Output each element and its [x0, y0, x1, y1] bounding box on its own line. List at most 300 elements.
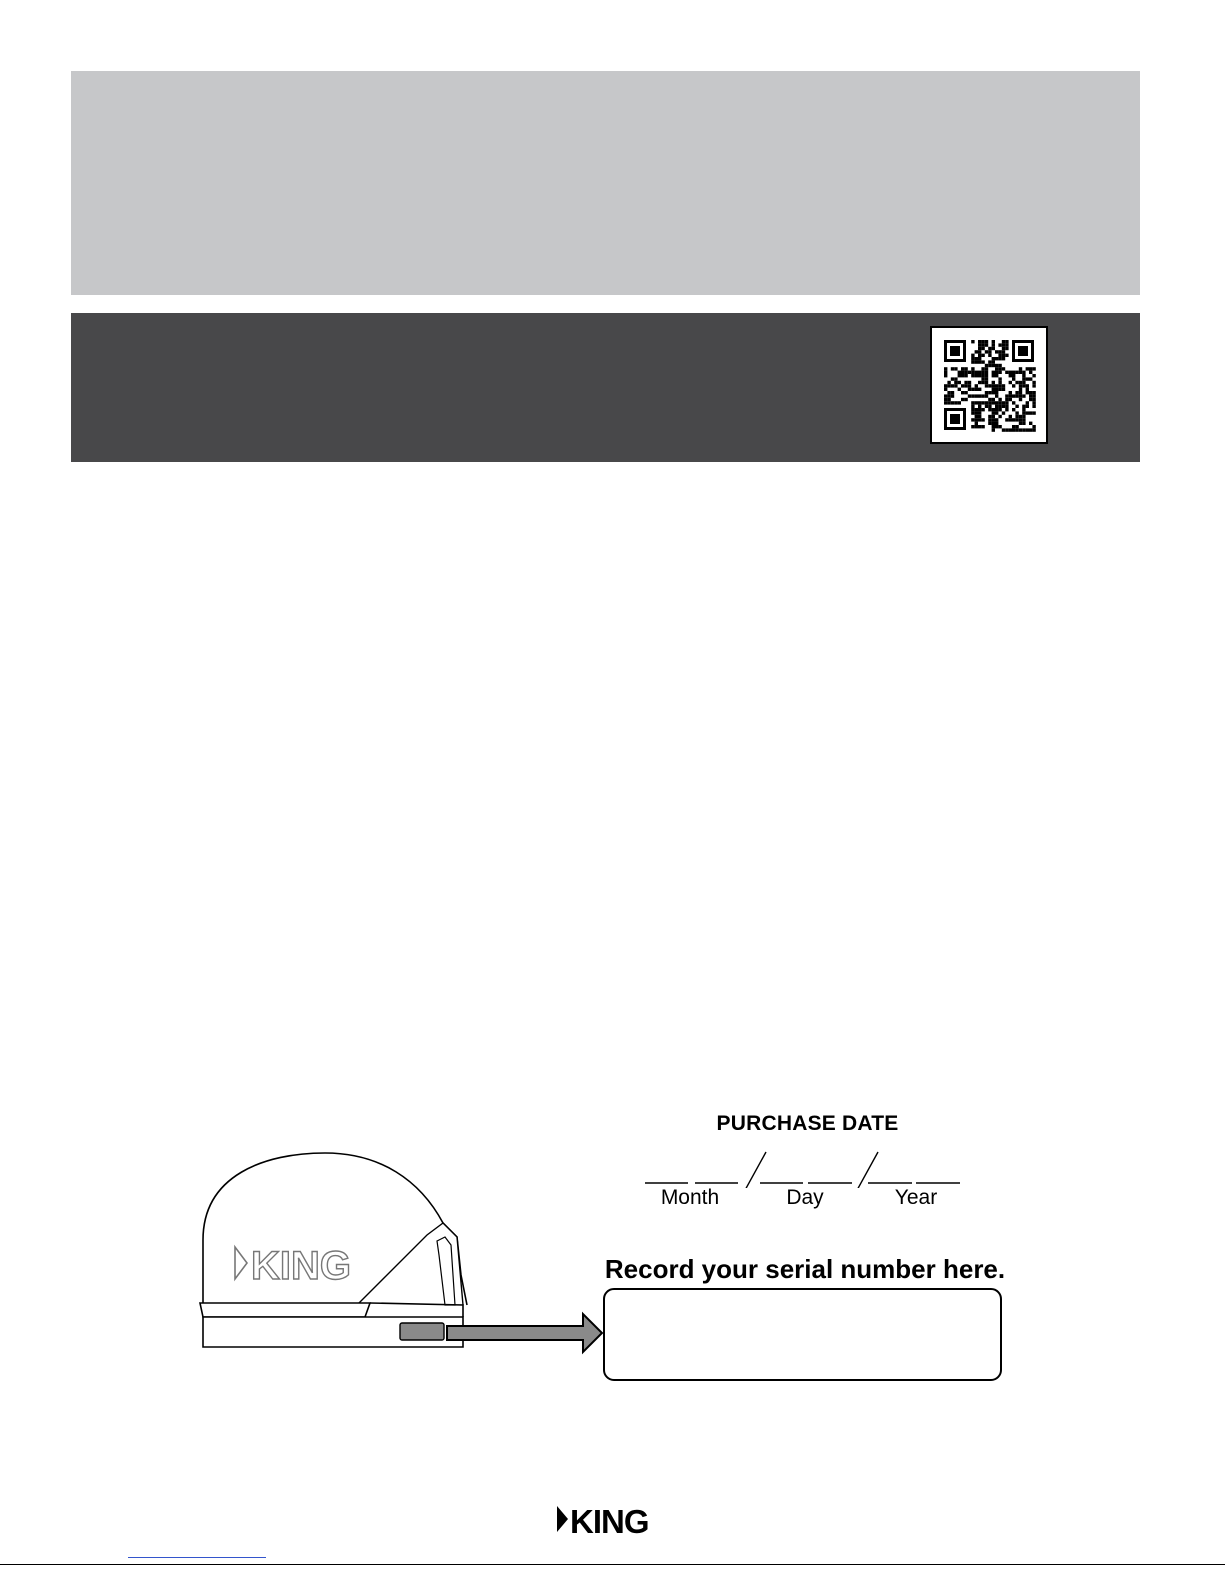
qr-module: [1019, 394, 1022, 397]
qr-module: [1032, 381, 1035, 384]
qr-module: [1029, 411, 1032, 414]
qr-module: [1026, 367, 1029, 370]
satellite-antenna-illustration: [195, 1145, 475, 1385]
qr-module: [998, 364, 1001, 367]
bottom-rule: [0, 1564, 1225, 1565]
qr-module: [1029, 394, 1032, 397]
qr-module: [985, 350, 988, 353]
qr-module: [1012, 374, 1015, 377]
qr-module: [978, 425, 981, 428]
qr-module: [1012, 401, 1015, 404]
qr-module: [981, 340, 984, 343]
qr-module: [995, 367, 998, 370]
qr-module: [975, 418, 978, 421]
qr-module: [988, 415, 991, 418]
qr-module: [998, 408, 1001, 411]
qr-module: [964, 374, 967, 377]
qr-module: [998, 401, 1001, 404]
qr-module: [944, 398, 947, 401]
qr-module: [964, 367, 967, 370]
qr-module: [978, 347, 981, 350]
qr-module: [978, 374, 981, 377]
qr-module: [995, 350, 998, 353]
qr-module: [1022, 418, 1025, 421]
qr-module: [961, 371, 964, 374]
qr-module: [1029, 371, 1032, 374]
qr-module: [958, 401, 961, 404]
qr-module: [947, 394, 950, 397]
qr-module: [1032, 405, 1035, 408]
qr-module: [975, 411, 978, 414]
qr-module: [971, 360, 974, 363]
qr-module: [1026, 428, 1029, 431]
qr-module: [975, 371, 978, 374]
qr-module: [1029, 428, 1032, 431]
qr-module: [1026, 405, 1029, 408]
qr-module: [951, 367, 954, 370]
qr-module: [1002, 343, 1005, 346]
qr-module: [1032, 391, 1035, 394]
qr-module: [968, 394, 971, 397]
qr-module: [961, 398, 964, 401]
qr-module: [1032, 411, 1035, 414]
qr-module: [1015, 415, 1018, 418]
qr-module: [961, 391, 964, 394]
qr-module: [1005, 354, 1008, 357]
qr-module: [995, 394, 998, 397]
qr-module: [975, 350, 978, 353]
qr-module: [995, 374, 998, 377]
qr-module: [995, 411, 998, 414]
qr-module: [998, 343, 1001, 346]
qr-module: [978, 411, 981, 414]
qr-module: [985, 405, 988, 408]
qr-module: [1019, 367, 1022, 370]
qr-module: [1022, 408, 1025, 411]
qr-module: [1029, 422, 1032, 425]
qr-module: [978, 350, 981, 353]
qr-module: [1029, 398, 1032, 401]
qr-module: [1032, 394, 1035, 397]
qr-module: [947, 391, 950, 394]
qr-module: [985, 381, 988, 384]
qr-module: [981, 354, 984, 357]
qr-module: [981, 377, 984, 380]
day-label: Day: [786, 1186, 824, 1209]
qr-module: [1012, 425, 1015, 428]
qr-module: [947, 401, 950, 404]
qr-module: [1012, 384, 1015, 387]
qr-module: [1012, 377, 1015, 380]
qr-module: [992, 381, 995, 384]
qr-module: [1002, 357, 1005, 360]
qr-module: [1015, 428, 1018, 431]
qr-module: [998, 371, 1001, 374]
qr-module: [1022, 405, 1025, 408]
dome-king-logo: [235, 1244, 351, 1288]
qr-module: [964, 391, 967, 394]
qr-module: [1026, 391, 1029, 394]
qr-module: [992, 411, 995, 414]
qr-module: [978, 381, 981, 384]
qr-module: [995, 401, 998, 404]
qr-module: [1012, 394, 1015, 397]
qr-module: [1022, 381, 1025, 384]
qr-module: [992, 374, 995, 377]
qr-module: [992, 384, 995, 387]
qr-module: [944, 374, 947, 377]
qr-module: [992, 408, 995, 411]
qr-module: [947, 381, 950, 384]
qr-module: [1019, 391, 1022, 394]
qr-module: [1019, 428, 1022, 431]
qr-module: [968, 371, 971, 374]
qr-module: [981, 401, 984, 404]
qr-module: [992, 425, 995, 428]
qr-module: [1032, 367, 1035, 370]
qr-module: [1015, 394, 1018, 397]
qr-module: [1022, 371, 1025, 374]
qr-module: [978, 401, 981, 404]
qr-module: [988, 364, 991, 367]
qr-module: [975, 425, 978, 428]
qr-module: [1009, 415, 1012, 418]
qr-module: [1019, 381, 1022, 384]
qr-module: [1019, 388, 1022, 391]
qr-module: [1002, 411, 1005, 414]
qr-module: [992, 428, 995, 431]
qr-module: [1019, 398, 1022, 401]
qr-module: [1019, 422, 1022, 425]
qr-module: [988, 391, 991, 394]
qr-module: [998, 398, 1001, 401]
qr-module: [1002, 401, 1005, 404]
qr-module: [1026, 384, 1029, 387]
qr-module: [998, 415, 1001, 418]
qr-module: [971, 394, 974, 397]
qr-module: [975, 388, 978, 391]
qr-module: [992, 398, 995, 401]
qr-module: [998, 350, 1001, 353]
qr-module: [951, 384, 954, 387]
qr-module: [1029, 377, 1032, 380]
qr-module: [1015, 418, 1018, 421]
qr-module: [1002, 384, 1005, 387]
qr-module: [954, 377, 957, 380]
qr-module: [1019, 384, 1022, 387]
qr-module: [981, 418, 984, 421]
qr-module: [1015, 381, 1018, 384]
qr-module: [1005, 401, 1008, 404]
qr-module: [978, 408, 981, 411]
qr-module: [1032, 425, 1035, 428]
qr-module: [975, 415, 978, 418]
qr-module: [975, 422, 978, 425]
qr-module: [1015, 371, 1018, 374]
qr-module: [971, 408, 974, 411]
qr-module: [1002, 405, 1005, 408]
serial-number-field[interactable]: [603, 1288, 1002, 1381]
qr-module: [1009, 381, 1012, 384]
footer-logo-text: KING: [570, 1503, 649, 1540]
qr-module: [998, 354, 1001, 357]
qr-module: [1019, 415, 1022, 418]
qr-module: [1022, 384, 1025, 387]
qr-module: [961, 384, 964, 387]
qr-module: [971, 411, 974, 414]
qr-module: [944, 384, 947, 387]
qr-module: [995, 408, 998, 411]
qr-module: [992, 371, 995, 374]
qr-module: [981, 367, 984, 370]
qr-module: [992, 418, 995, 421]
qr-module: [1022, 415, 1025, 418]
qr-module: [981, 425, 984, 428]
qr-module: [1012, 408, 1015, 411]
qr-module: [971, 425, 974, 428]
qr-module: [992, 401, 995, 404]
qr-module: [988, 384, 991, 387]
qr-module: [1022, 374, 1025, 377]
qr-module: [998, 381, 1001, 384]
qr-module: [992, 357, 995, 360]
month-label: Month: [660, 1186, 720, 1209]
qr-module: [971, 405, 974, 408]
qr-module: [958, 388, 961, 391]
qr-module: [971, 340, 974, 343]
qr-module: [971, 418, 974, 421]
serial-number-heading: Record your serial number here.: [604, 1254, 1006, 1284]
qr-module: [944, 394, 947, 397]
qr-module: [1005, 398, 1008, 401]
qr-module: [1022, 394, 1025, 397]
qr-module: [995, 391, 998, 394]
qr-module: [985, 401, 988, 404]
qr-module: [971, 371, 974, 374]
purchase-date-title: PURCHASE DATE: [716, 1112, 899, 1135]
qr-module: [954, 367, 957, 370]
qr-module: [975, 374, 978, 377]
qr-module: [992, 360, 995, 363]
qr-module: [968, 388, 971, 391]
qr-module: [988, 408, 991, 411]
qr-module: [995, 388, 998, 391]
qr-module: [1009, 394, 1012, 397]
qr-module: [944, 388, 947, 391]
qr-module: [1026, 388, 1029, 391]
qr-module: [958, 381, 961, 384]
qr-module: [1002, 367, 1005, 370]
qr-module: [958, 374, 961, 377]
qr-module: [975, 394, 978, 397]
qr-module: [992, 340, 995, 343]
qr-module: [1002, 340, 1005, 343]
qr-module: [971, 401, 974, 404]
qr-module: [958, 371, 961, 374]
qr-module: [985, 374, 988, 377]
qr-module: [1032, 398, 1035, 401]
qr-module: [988, 405, 991, 408]
arrow-right-icon: [445, 1310, 605, 1356]
qr-module: [1015, 425, 1018, 428]
qr-module: [944, 367, 947, 370]
qr-module: [975, 357, 978, 360]
qr-module: [1005, 347, 1008, 350]
qr-module: [998, 425, 1001, 428]
qr-module: [1005, 418, 1008, 421]
qr-module: [947, 398, 950, 401]
qr-module: [1032, 384, 1035, 387]
qr-module: [995, 371, 998, 374]
qr-module: [944, 401, 947, 404]
top-banner: [71, 71, 1140, 295]
qr-module: [995, 357, 998, 360]
qr-module: [1005, 428, 1008, 431]
qr-module: [998, 377, 1001, 380]
qr-module: [1009, 371, 1012, 374]
qr-module: [1005, 408, 1008, 411]
qr-module: [1009, 391, 1012, 394]
qr-code-graphic: [932, 328, 1046, 442]
qr-module: [1005, 343, 1008, 346]
qr-module: [1009, 418, 1012, 421]
qr-module: [978, 340, 981, 343]
qr-module: [992, 388, 995, 391]
qr-module: [995, 364, 998, 367]
qr-module: [985, 340, 988, 343]
qr-module: [1022, 411, 1025, 414]
qr-module: [985, 384, 988, 387]
qr-module: [981, 374, 984, 377]
qr-module: [975, 360, 978, 363]
qr-module: [998, 388, 1001, 391]
qr-module: [951, 391, 954, 394]
qr-module: [1005, 405, 1008, 408]
qr-module: [988, 354, 991, 357]
qr-module: [1002, 388, 1005, 391]
qr-module: [1002, 350, 1005, 353]
king-logo: [555, 1500, 665, 1540]
qr-module: [981, 381, 984, 384]
qr-module: [1019, 418, 1022, 421]
qr-module: [981, 343, 984, 346]
dome-logo-text: KING: [251, 1244, 351, 1288]
qr-module: [1026, 401, 1029, 404]
qr-module: [1026, 411, 1029, 414]
qr-module: [992, 364, 995, 367]
qr-module: [978, 371, 981, 374]
qr-code-icon[interactable]: [930, 326, 1048, 444]
qr-module: [1002, 354, 1005, 357]
qr-module: [988, 422, 991, 425]
qr-module: [978, 354, 981, 357]
qr-module: [992, 343, 995, 346]
qr-module: [1015, 411, 1018, 414]
qr-module: [985, 394, 988, 397]
qr-module: [964, 371, 967, 374]
qr-module: [1009, 398, 1012, 401]
qr-module: [1002, 347, 1005, 350]
qr-module: [985, 371, 988, 374]
qr-module: [947, 384, 950, 387]
qr-module: [1002, 428, 1005, 431]
qr-module: [1005, 371, 1008, 374]
qr-module: [968, 381, 971, 384]
qr-module: [988, 360, 991, 363]
qr-module: [978, 418, 981, 421]
qr-module: [988, 401, 991, 404]
qr-module: [1012, 428, 1015, 431]
qr-module: [1009, 374, 1012, 377]
qr-module: [1022, 428, 1025, 431]
qr-module: [998, 384, 1001, 387]
qr-module: [981, 371, 984, 374]
qr-module: [951, 377, 954, 380]
qr-module: [951, 394, 954, 397]
qr-module: [981, 394, 984, 397]
qr-module: [995, 405, 998, 408]
qr-module: [971, 354, 974, 357]
qr-module: [988, 418, 991, 421]
qr-module: [998, 357, 1001, 360]
qr-module: [1005, 340, 1008, 343]
qr-module: [978, 357, 981, 360]
qr-module: [1012, 371, 1015, 374]
qr-module: [998, 405, 1001, 408]
qr-module: [961, 374, 964, 377]
qr-module: [995, 425, 998, 428]
qr-module: [1022, 377, 1025, 380]
qr-module: [995, 422, 998, 425]
qr-module: [1029, 391, 1032, 394]
qr-module: [975, 408, 978, 411]
qr-module: [992, 391, 995, 394]
qr-module: [985, 391, 988, 394]
qr-module: [971, 367, 974, 370]
qr-module: [954, 401, 957, 404]
qr-module: [954, 381, 957, 384]
qr-module: [978, 405, 981, 408]
qr-module: [988, 398, 991, 401]
purchase-date-lines: [640, 1148, 970, 1188]
qr-module: [985, 367, 988, 370]
qr-module: [954, 384, 957, 387]
qr-module: [985, 377, 988, 380]
qr-module: [1029, 367, 1032, 370]
qr-module: [988, 347, 991, 350]
qr-module: [1015, 391, 1018, 394]
serial-label-sticker: [400, 1323, 444, 1340]
qr-module: [971, 357, 974, 360]
qr-module: [971, 374, 974, 377]
qr-module: [1026, 377, 1029, 380]
qr-module: [978, 360, 981, 363]
qr-module: [944, 371, 947, 374]
qr-module: [992, 415, 995, 418]
footer-link-underline: [128, 1557, 266, 1558]
qr-module: [985, 343, 988, 346]
qr-module: [964, 384, 967, 387]
qr-module: [975, 384, 978, 387]
qr-module: [978, 415, 981, 418]
qr-module: [951, 401, 954, 404]
qr-module: [981, 347, 984, 350]
qr-module: [1009, 428, 1012, 431]
qr-module: [985, 364, 988, 367]
qr-module: [998, 367, 1001, 370]
qr-module: [978, 343, 981, 346]
qr-module: [995, 418, 998, 421]
